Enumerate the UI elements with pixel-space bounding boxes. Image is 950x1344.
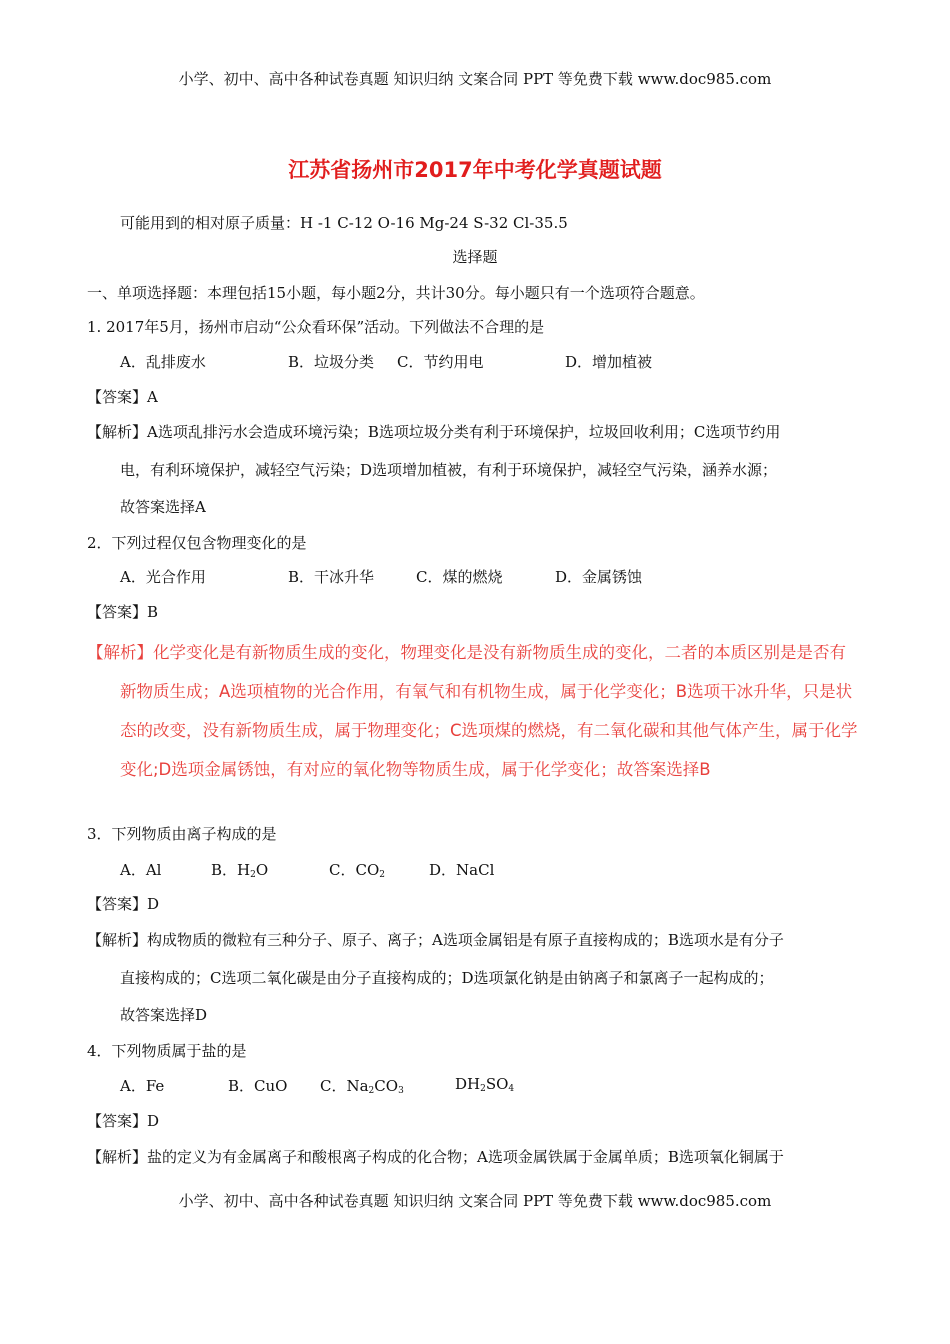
instructions: 一、单项选择题：本理包括15小题，每小题2分，共计30分。每小题只有一个选项符合题意。 (87, 284, 705, 302)
page-title: 江苏省扬州市2017年中考化学真题试题 (288, 158, 662, 182)
section-label: 选择题 (452, 248, 498, 266)
q3-option-b: B．$H_2O$ (211, 861, 269, 880)
question-3-stem: 3．下列物质由离子构成的是 (87, 825, 277, 843)
atomic-mass-line: 可能用到的相对原子质量：H -1 C-12 O-16 Mg-24 S-32 Cl-35.5 (120, 214, 568, 232)
q2-analysis-line: 变化;D选项金属锈蚀，有对应的氧化物等物质生成，属于化学变化；故答案选择B (120, 760, 711, 779)
question-4-stem: 4．下列物质属于盐的是 (87, 1042, 247, 1060)
q1-option-a: A．乱排废水 (120, 353, 206, 371)
q3-option-a: A．Al (120, 861, 162, 879)
q4-option-c: C．$Na_2CO_3$ (320, 1077, 404, 1096)
q1-answer: 【答案】A (87, 388, 158, 406)
q2-option-a: A．光合作用 (120, 568, 206, 586)
q4-answer: 【答案】D (87, 1112, 160, 1130)
q2-analysis-line: 态的改变，没有新物质生成，属于物理变化；C选项煤的燃烧，有二氧化碳和其他气体产生，属于化学 (120, 721, 858, 740)
q2-answer: 【答案】B (87, 603, 159, 621)
q1-analysis-line: 故答案选择A (120, 498, 206, 516)
q4-option-b: B．CuO (228, 1077, 288, 1095)
q2-option-b: B．干冰升华 (288, 568, 375, 586)
q4-option-a: A．Fe (120, 1077, 165, 1095)
q3-analysis-line: 故答案选择D (120, 1006, 208, 1024)
q1-option-c: C．节约用电 (397, 353, 484, 371)
q1-option-d: D．增加植被 (565, 353, 653, 371)
q3-option-c: C．$CO_2$ (329, 861, 385, 880)
q1-option-b: B．垃圾分类 (288, 353, 375, 371)
page-header: 小学、初中、高中各种试卷真题 知识归纳 文案合同 PPT 等免费下载 www.doc985.com (178, 70, 772, 88)
q1-analysis-line: 电，有利环境保护，减轻空气污染；D选项增加植被，有利于环境保护，减轻空气污染，涵养水源； (120, 461, 778, 479)
q3-answer: 【答案】D (87, 895, 160, 913)
q1-analysis-line: 【解析】A选项乱排污水会造成环境污染；B选项垃圾分类有利于环境保护，垃圾回收利用；C选项节约用 (87, 423, 781, 441)
page-footer: 小学、初中、高中各种试卷真题 知识归纳 文案合同 PPT 等免费下载 www.doc985.com (178, 1192, 772, 1210)
q3-analysis-line: 直接构成的；C选项二氧化碳是由分子直接构成的；D选项氯化钠是由钠离子和氯离子一起构成的； (120, 969, 774, 987)
q3-analysis-line: 【解析】构成物质的微粒有三种分子、原子、离子；A选项金属铝是有原子直接构成的；B选项水是有分子 (87, 931, 784, 949)
question-1-stem: 1. 2017年5月，扬州市启动“公众看环保”活动。下列做法不合理的是 (87, 318, 545, 336)
q4-analysis-line: 【解析】盐的定义为有金属离子和酸根离子构成的化合物；A选项金属铁属于金属单质；B选项氧化铜属于 (87, 1148, 784, 1166)
q3-option-d: D．NaCl (429, 861, 495, 879)
q4-option-d: $DH_2SO_4$ (455, 1075, 515, 1094)
q2-option-d: D．金属锈蚀 (555, 568, 643, 586)
q2-option-c: C．煤的燃烧 (416, 568, 503, 586)
q2-analysis-line: 【解析】化学变化是有新物质生成的变化，物理变化是没有新物质生成的变化，二者的本质区别是是否有 (87, 643, 846, 662)
q2-analysis-line: 新物质生成；A选项植物的光合作用，有氧气和有机物生成，属于化学变化；B选项干冰升华，只是状 (120, 682, 853, 701)
question-2-stem: 2．下列过程仅包含物理变化的是 (87, 534, 307, 552)
